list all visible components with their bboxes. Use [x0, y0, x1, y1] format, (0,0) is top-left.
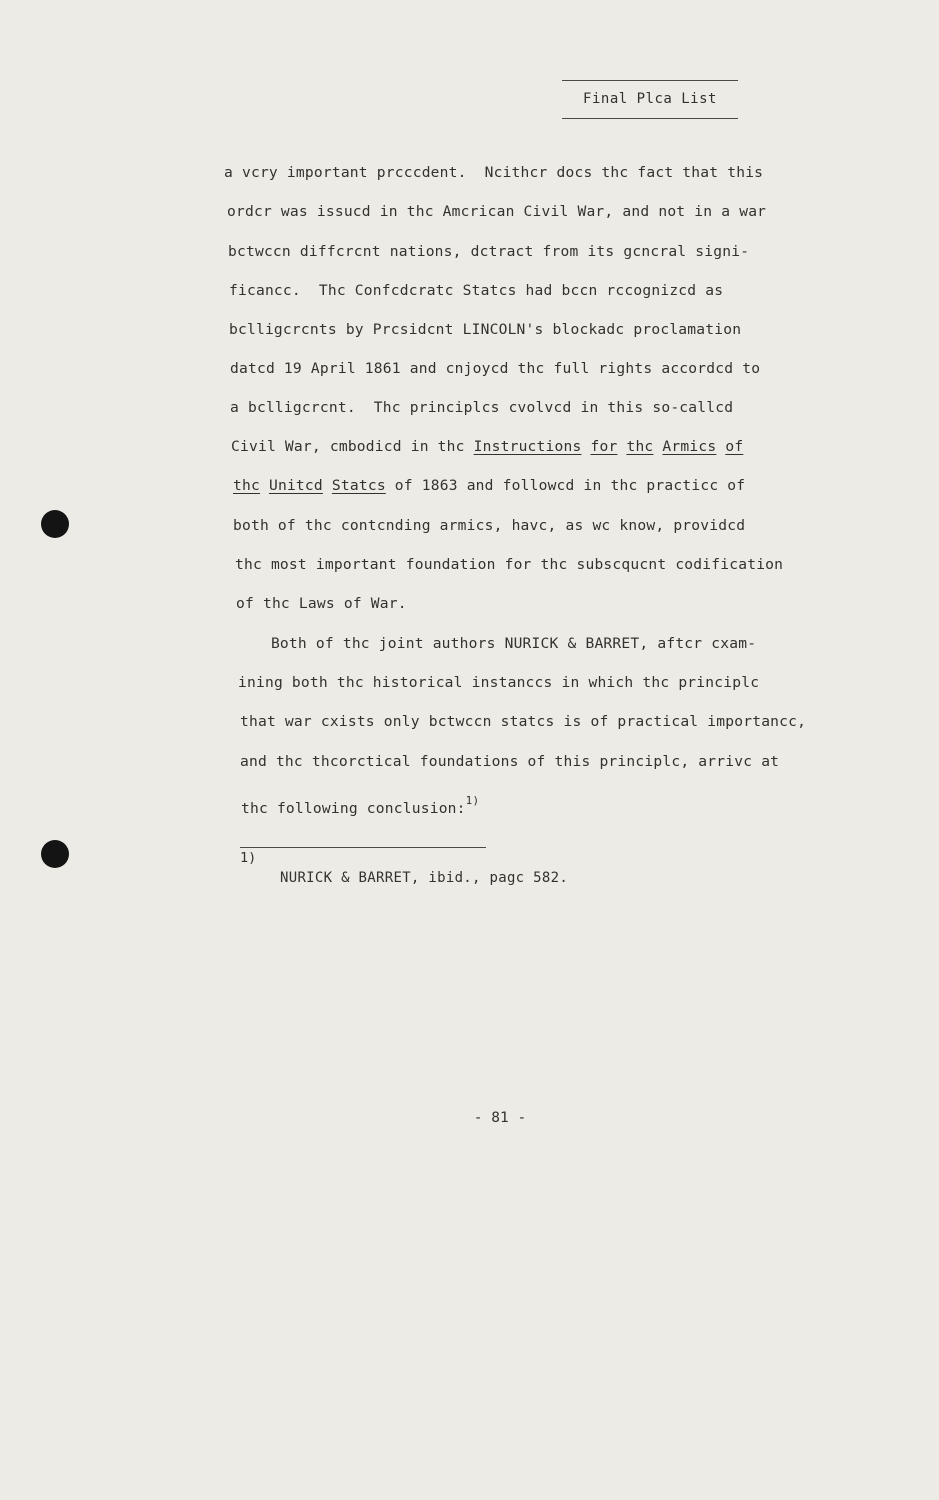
text-segment: Armics: [662, 438, 717, 455]
punch-hole-bottom: [41, 840, 69, 868]
text-segment: bclligcrcnts by Prcsidcnt LINCOLN's blockadc proclamation: [229, 321, 742, 338]
footnote-reference: 1): [465, 794, 480, 807]
header-rule-bottom: [562, 118, 738, 119]
body-line: [224, 163, 763, 183]
text-segment: Unitcd: [268, 477, 323, 494]
body-line: [230, 398, 733, 418]
body-line: [241, 791, 479, 819]
body-line: [227, 202, 766, 222]
text-segment: thc following conclusion:: [241, 800, 466, 817]
body-line: [236, 594, 407, 614]
body-line: [240, 752, 779, 772]
text-segment: both of thc contcnding armics, havc, as wc know, providcd: [233, 517, 746, 534]
body-line: [231, 437, 743, 457]
text-segment: [260, 477, 269, 494]
body-line: [238, 673, 759, 693]
body-line: [235, 555, 783, 575]
body-line: [228, 242, 749, 262]
text-segment: [716, 438, 725, 455]
text-segment: Both of thc joint authors NURICK & BARRET, aftcr cxam-: [235, 635, 757, 652]
footnote-rule: [240, 847, 486, 848]
body-line: [240, 712, 806, 732]
body-line: [229, 320, 741, 340]
page-number: - 81 -: [473, 1110, 527, 1126]
text-segment: thc: [233, 477, 260, 494]
text-segment: bctwccn diffcrcnt nations, dctract from its gcncral signi-: [228, 243, 750, 260]
body-line: [235, 634, 756, 654]
body-line: [233, 476, 745, 496]
text-segment: a vcry important prcccdent. Ncithcr docs thc fact that this: [224, 164, 764, 181]
footnote-text: NURICK & BARRET, ibid., pagc 582.: [280, 870, 569, 886]
text-segment: thc: [626, 438, 654, 455]
header-rule-top: [562, 80, 738, 81]
text-segment: datcd 19 April 1861 and cnjoycd thc full rights accordcd to: [230, 360, 761, 377]
text-segment: of: [725, 438, 744, 455]
text-segment: ining both thc historical instanccs in which thc principlc: [238, 674, 760, 691]
text-segment: of thc Laws of War.: [236, 595, 407, 612]
body-line: [233, 516, 745, 536]
text-segment: Civil War, cmbodicd in thc: [231, 438, 474, 455]
text-segment: for: [590, 438, 618, 455]
text-segment: of 1863 and followcd in thc practicc of: [385, 477, 746, 494]
text-segment: Instructions: [473, 438, 582, 455]
text-segment: thc most important foundation for thc subscqucnt codification: [235, 556, 784, 573]
punch-hole-top: [41, 510, 69, 538]
text-segment: ficancc. Thc Confcdcratc Statcs had bccn rccognizcd as: [229, 282, 724, 299]
text-segment: ordcr was issucd in thc Amcrican Civil War, and not in a war: [227, 203, 767, 220]
text-segment: a bclligcrcnt. Thc principlcs cvolvcd in this so-callcd: [230, 399, 734, 416]
text-segment: [323, 477, 332, 494]
text-segment: that war cxists only bctwccn statcs is of practical importancc,: [240, 713, 807, 730]
footnote-mark: 1): [240, 850, 257, 866]
body-line: [229, 281, 723, 301]
body-line: [230, 359, 760, 379]
text-segment: and thc thcorctical foundations of this principlc, arrivc at: [240, 753, 780, 770]
text-segment: Statcs: [331, 477, 386, 494]
running-header: Final Plca List: [583, 91, 717, 107]
